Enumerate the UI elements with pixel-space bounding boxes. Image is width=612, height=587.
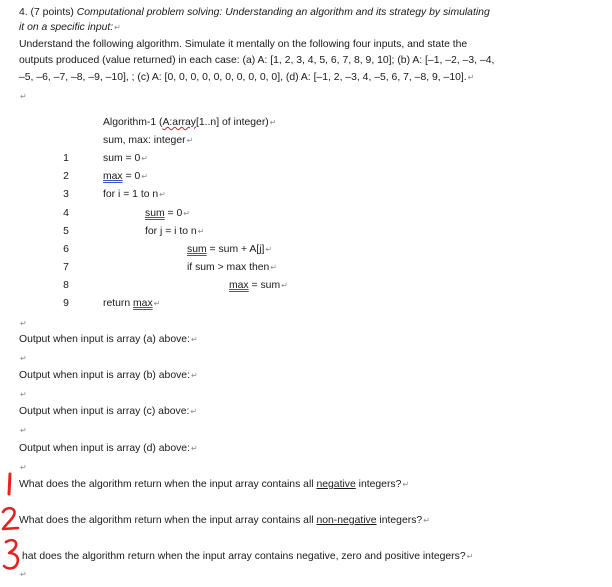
- intro-line-1: Understand the following algorithm. Simulate it mentally on the following four inputs, and state the: [19, 39, 468, 50]
- output-prompt-b: Output when input is array (b) above:↵: [19, 370, 198, 381]
- code-line-2: max = 0↵: [103, 171, 148, 182]
- algorithm-signature: Algorithm-1 (A:array[1..n] of integer)↵: [103, 117, 277, 128]
- paragraph-mark: ↵: [20, 319, 27, 328]
- intro-line-3: –5, –6, –7, –8, –9, –10], ; (c) A: [0, 0, 0, 0, 0, 0, 0, 0, 0, 0], (d) A: [–1, 2, –3, 4, –5, 6, 7, –8, 9, –10].↵: [19, 72, 475, 83]
- line-number: 3: [63, 189, 69, 200]
- paragraph-mark: ↵: [20, 570, 27, 579]
- paragraph-mark: ↵: [20, 354, 27, 363]
- line-number: 5: [63, 226, 69, 237]
- output-prompt-d: Output when input is array (d) above:↵: [19, 443, 198, 454]
- paragraph-mark: ↵: [20, 426, 27, 435]
- code-line-8: max = sum↵: [229, 280, 288, 291]
- line-number: 1: [63, 153, 69, 164]
- question-non-negative: What does the algorithm return when the input array contains all non-negative integers?↵: [19, 515, 430, 526]
- paragraph-mark: ↵: [20, 390, 27, 399]
- question-topic: Computational problem solving: Understanding an algorithm and its strategy by simulating: [73, 7, 490, 18]
- code-line-9: return max↵: [103, 298, 161, 309]
- question-negative: What does the algorithm return when the input array contains all negative integers?↵: [19, 479, 410, 490]
- line-number: 7: [63, 262, 69, 273]
- handwritten-one-mark: [3, 472, 17, 498]
- code-line-7: if sum > max then↵: [187, 262, 277, 273]
- question-topic-continued: it on a specific input:↵: [19, 22, 121, 33]
- question-mixed: hat does the algorithm return when the input array contains negative, zero and positive integers?↵: [22, 551, 474, 562]
- handwritten-two-mark: [0, 505, 22, 533]
- line-number: 4: [63, 208, 69, 219]
- code-line-4: sum = 0↵: [145, 208, 190, 219]
- paragraph-mark: ↵: [20, 463, 27, 472]
- code-line-5: for j = i to n↵: [145, 226, 205, 237]
- question-number: 4. (7 points): [19, 7, 74, 18]
- output-prompt-a: Output when input is array (a) above:↵: [19, 334, 198, 345]
- code-line-3: for i = 1 to n↵: [103, 189, 166, 200]
- algorithm-declaration: sum, max: integer↵: [103, 135, 194, 146]
- algorithm-param: A:array: [162, 117, 196, 128]
- handwritten-three-mark: [2, 538, 24, 572]
- code-line-6: sum = sum + A[j]↵: [187, 244, 273, 255]
- intro-line-2: outputs produced (value returned) in each case: (a) A: [1, 2, 3, 4, 5, 6, 7, 8, 9, 10]; (b) A: [–1, –2, –3, –4,: [19, 55, 495, 66]
- code-line-1: sum = 0↵: [103, 153, 148, 164]
- output-prompt-c: Output when input is array (c) above:↵: [19, 406, 198, 417]
- question-header: [19, 6, 490, 20]
- line-number: 9: [63, 298, 69, 309]
- line-number: 2: [63, 171, 69, 182]
- line-number: 8: [63, 280, 69, 291]
- paragraph-mark: ↵: [20, 92, 27, 101]
- line-number: 6: [63, 244, 69, 255]
